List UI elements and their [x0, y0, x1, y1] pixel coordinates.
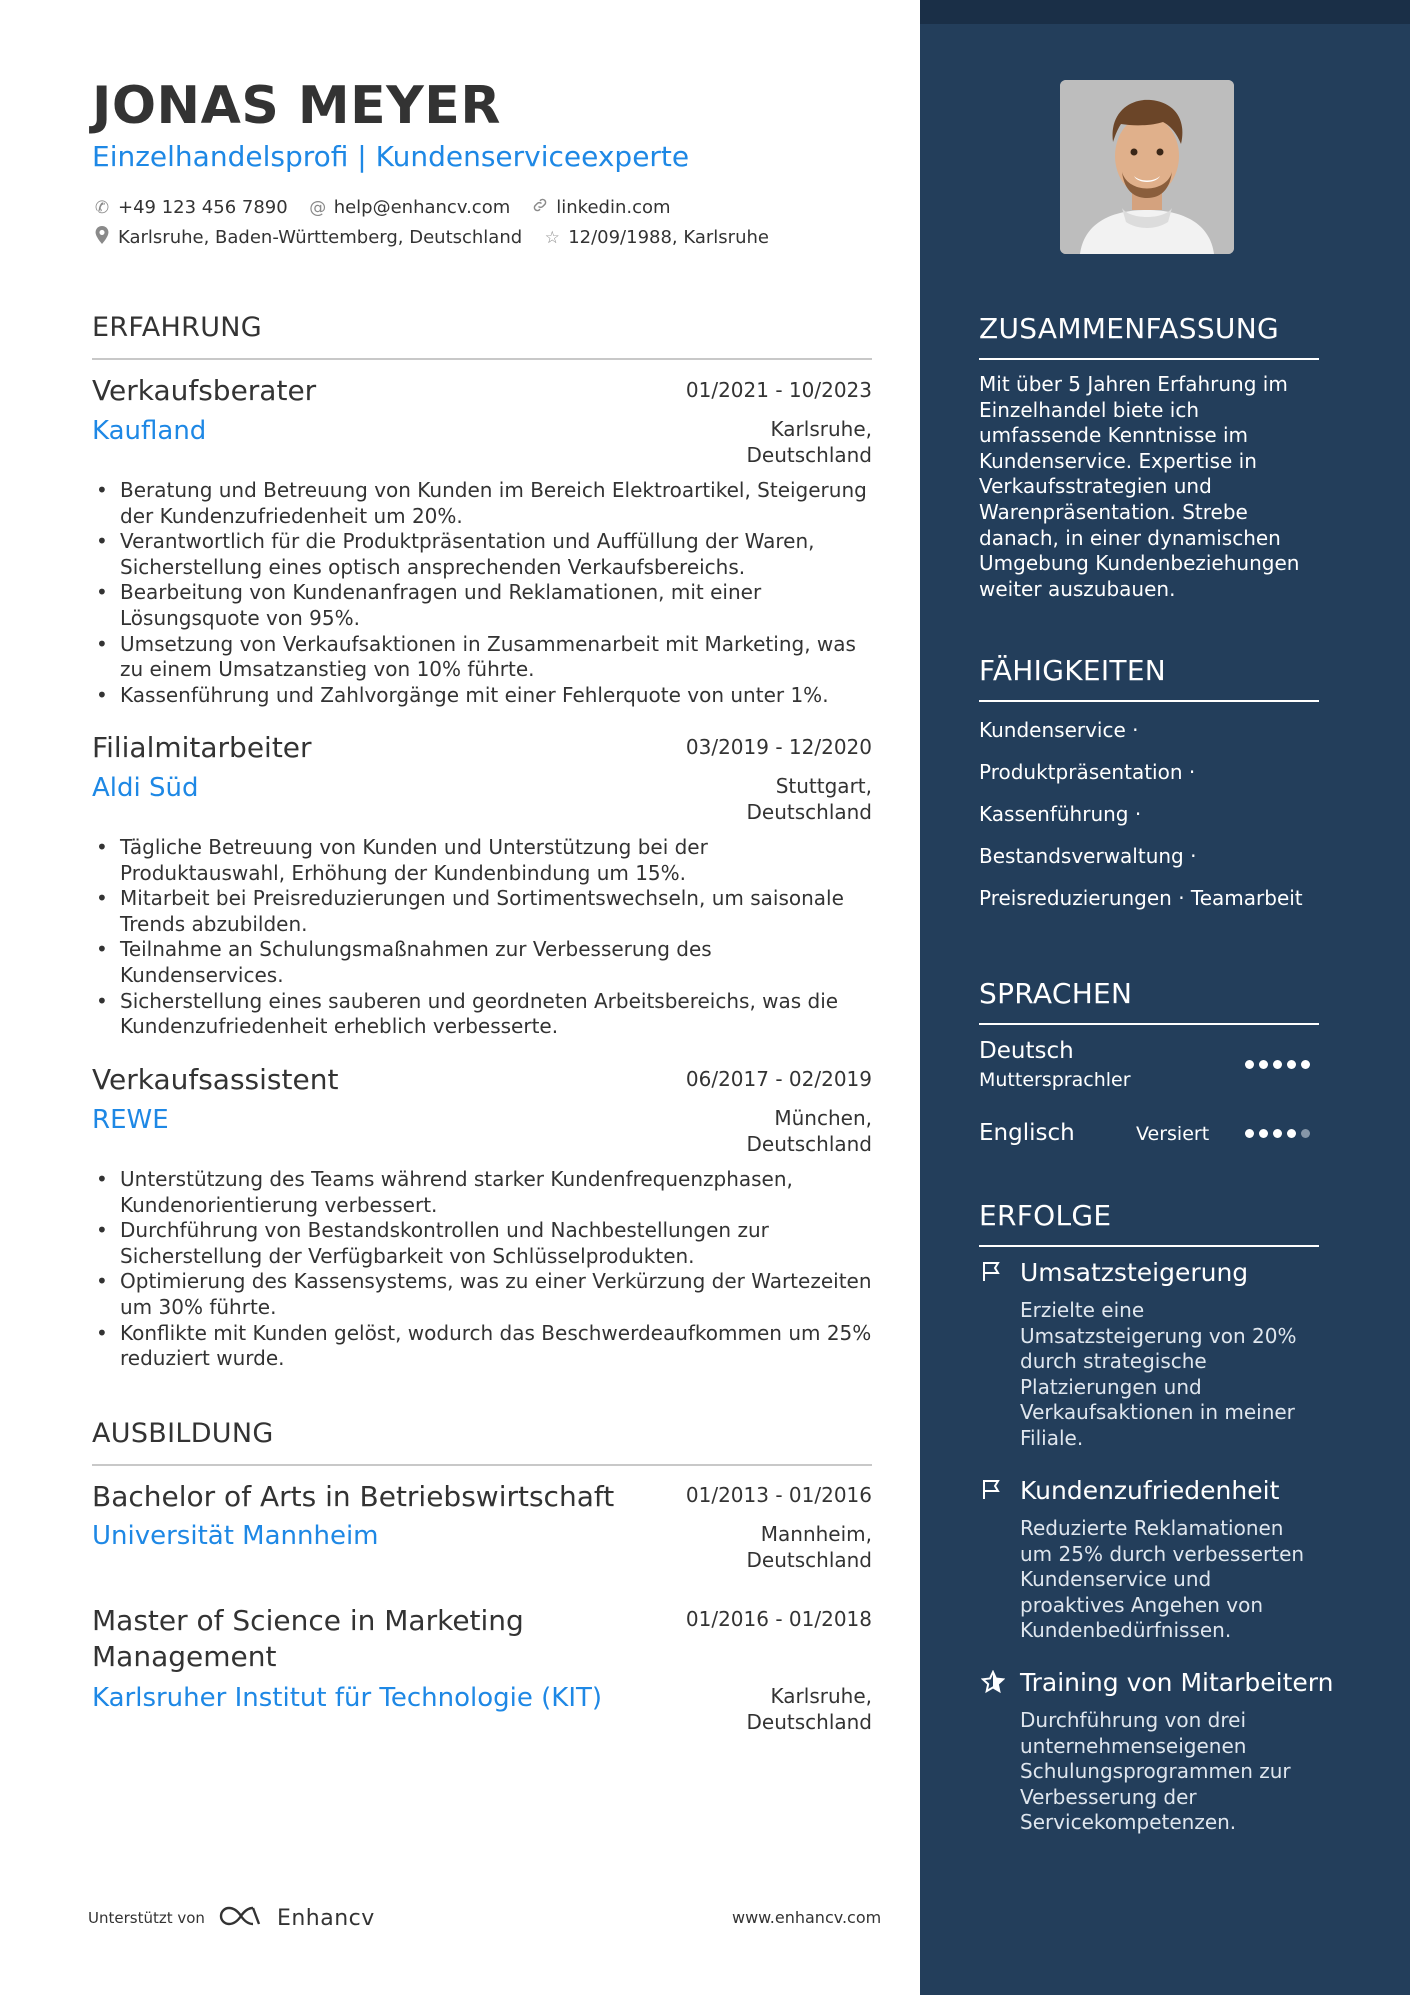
- job-bullets: [92, 835, 872, 1040]
- list-item: • Durchführung von Bestandskontrollen und Nachbestellungen zur Sicherstellung der Verfügbarkeit von Schlüsselprodukten.: [120, 1218, 872, 1269]
- school-name[interactable]: Universität Mannheim: [92, 1521, 379, 1551]
- education-location: [747, 1683, 873, 1735]
- summary-heading: ZUSAMMENFASSUNG: [979, 312, 1279, 345]
- job-entry: [92, 374, 872, 714]
- list-item: • Tägliche Betreuung von Kunden und Unterstützung bei der Produktauswahl, Erhöhung der Kundenbindung um 15%.: [120, 835, 872, 886]
- achievement-text: Durchführung von drei unternehmenseigenen Schulungsprogrammen zur Verbesserung der Servicekompetenzen.: [1020, 1708, 1291, 1835]
- linkedin-text: linkedin.com: [556, 197, 671, 218]
- job-company[interactable]: Aldi Süd: [92, 773, 199, 803]
- section-divider: [92, 1464, 872, 1466]
- phone-text: +49 123 456 7890: [118, 197, 288, 218]
- languages-heading: SPRACHEN: [979, 977, 1133, 1010]
- flag-icon: [979, 1260, 1007, 1288]
- job-bullets: [92, 478, 872, 708]
- powered-by-text: Unterstützt von: [88, 1909, 205, 1927]
- job-company[interactable]: REWE: [92, 1105, 169, 1135]
- education-heading: AUSBILDUNG: [92, 1418, 274, 1449]
- rating-dot: [1273, 1129, 1282, 1138]
- achievements-heading: ERFOLGE: [979, 1199, 1112, 1232]
- rating-dot: [1301, 1129, 1310, 1138]
- job-title: Verkaufsassistent: [92, 1063, 339, 1096]
- education-location: [747, 1521, 873, 1573]
- list-item: • Bearbeitung von Kundenanfragen und Reklamationen, mit einer Lösungsquote von 95%.: [120, 580, 872, 631]
- school-name[interactable]: Karlsruher Institut für Technologie (KIT): [92, 1683, 603, 1713]
- achievement-title: Training von Mitarbeitern: [1020, 1668, 1334, 1697]
- list-item: • Konflikte mit Kunden gelöst, wodurch das Beschwerdeaufkommen um 25% reduziert wurde.: [120, 1321, 872, 1372]
- section-divider: [92, 358, 872, 360]
- list-item: • Teilnahme an Schulungsmaßnahmen zur Verbesserung des Kundenservices.: [120, 937, 872, 988]
- job-title: Filialmitarbeiter: [92, 731, 312, 764]
- rating-dot: [1245, 1060, 1254, 1069]
- degree-title: Bachelor of Arts in Betriebswirtschaft: [92, 1480, 615, 1513]
- job-location: [747, 1105, 873, 1157]
- section-divider: [979, 700, 1319, 702]
- job-country: Deutschland: [746, 1132, 872, 1156]
- sidebar: [920, 0, 1410, 1995]
- rating-dot: [1259, 1129, 1268, 1138]
- footer-powered-by[interactable]: [88, 1904, 375, 1932]
- section-divider: [979, 358, 1319, 360]
- location-pin-icon: [92, 226, 112, 249]
- rating-dot: [1259, 1060, 1268, 1069]
- skill-item: Kundenservice ·: [979, 718, 1139, 742]
- skill-item: Bestandsverwaltung ·: [979, 844, 1197, 868]
- language-level: Muttersprachler: [979, 1069, 1131, 1091]
- contact-row: [92, 226, 769, 249]
- contact-location: [92, 226, 522, 249]
- rating-dot: [1301, 1060, 1310, 1069]
- rating-dot: [1287, 1129, 1296, 1138]
- at-icon: @: [309, 197, 327, 218]
- achievement-text: Erzielte eine Umsatzsteigerung von 20% durch strategische Platzierungen und Verkaufsaktionen in meiner Filiale.: [1020, 1298, 1297, 1450]
- achievement-text: Reduzierte Reklamationen um 25% durch verbesserten Kundenservice und proaktives Angehen von Kundenbedürfnissen.: [1020, 1516, 1305, 1643]
- rating-dot: [1273, 1060, 1282, 1069]
- education-entry: [92, 1603, 872, 1733]
- location-text: Karlsruhe, Baden-Württemberg, Deutschland: [118, 227, 523, 248]
- school-city: Karlsruhe,: [770, 1684, 872, 1708]
- education-dates: 01/2013 - 01/2016: [685, 1483, 872, 1507]
- job-bullets: [92, 1167, 872, 1372]
- job-dates: 01/2021 - 10/2023: [685, 378, 872, 402]
- job-country: Deutschland: [746, 800, 872, 824]
- skill-item: Preisreduzierungen · Teamarbeit: [979, 886, 1303, 910]
- contact-linkedin[interactable]: [530, 196, 670, 219]
- rating-dot: [1245, 1129, 1254, 1138]
- list-item: • Optimierung des Kassensystems, was zu einer Verkürzung der Wartezeiten um 30% führte.: [120, 1269, 872, 1320]
- language-name: Deutsch: [979, 1038, 1074, 1064]
- job-location: [747, 416, 873, 468]
- contact-birth: [542, 226, 769, 249]
- job-dates: 03/2019 - 12/2020: [685, 735, 872, 759]
- job-entry: [92, 731, 872, 1051]
- star-outline-icon: ☆: [544, 227, 560, 248]
- sidebar-top-bar: [920, 0, 1410, 24]
- contact-row: [92, 196, 671, 219]
- language-rating: [1245, 1129, 1310, 1138]
- list-item: • Unterstützung des Teams während starker Kundenfrequenzphasen, Kundenorientierung verbessert.: [120, 1167, 872, 1218]
- contact-phone[interactable]: [92, 196, 288, 219]
- achievement-title: Umsatzsteigerung: [1020, 1258, 1249, 1287]
- language-level: Versiert: [1136, 1123, 1210, 1145]
- profile-photo: [1060, 80, 1234, 254]
- candidate-name: JONAS MEYER: [92, 76, 501, 136]
- phone-icon: ✆: [94, 197, 110, 218]
- degree-title: Master of Science in Marketing Management: [92, 1604, 524, 1673]
- job-city: München,: [774, 1106, 872, 1130]
- section-divider: [979, 1245, 1319, 1247]
- job-location: [747, 773, 873, 825]
- list-item: • Kassenführung und Zahlvorgänge mit einer Fehlerquote von unter 1%.: [120, 683, 872, 709]
- link-icon: [530, 196, 550, 219]
- job-entry: [92, 1063, 872, 1383]
- list-item: • Sicherstellung eines sauberen und geordneten Arbeitsbereichs, was die Kundenzufriedenheit erheblich verbesserte.: [120, 989, 872, 1040]
- job-title: Verkaufsberater: [92, 374, 317, 407]
- education-entry: [92, 1479, 872, 1589]
- school-country: Deutschland: [746, 1548, 872, 1572]
- section-divider: [979, 1023, 1319, 1025]
- job-company[interactable]: Kaufland: [92, 416, 207, 446]
- skill-item: Produktpräsentation ·: [979, 760, 1196, 784]
- list-item: • Beratung und Betreuung von Kunden im Bereich Elektroartikel, Steigerung der Kundenzufriedenheit um 20%.: [120, 478, 872, 529]
- flag-icon: [979, 1478, 1007, 1506]
- job-city: Karlsruhe,: [770, 417, 872, 441]
- list-item: • Verantwortlich für die Produktpräsentation und Auffüllung der Waren, Sicherstellung eines optisch ansprechenden Verkaufsbereichs.: [120, 529, 872, 580]
- school-country: Deutschland: [746, 1710, 872, 1734]
- summary-text: Mit über 5 Jahren Erfahrung im Einzelhandel biete ich umfassende Kenntnisse im Kundenservice. Expertise in Verkaufsstrategien und Warenpräsentation. Strebe danach, in einer dynamischen Umgebung Kundenbeziehungen weiter auszubauen.: [979, 372, 1300, 601]
- achievement-title: Kundenzufriedenheit: [1020, 1476, 1280, 1505]
- birth-text: 12/09/1988, Karlsruhe: [568, 227, 769, 248]
- footer-website[interactable]: www.enhancv.com: [732, 1908, 882, 1927]
- email-text: help@enhancv.com: [333, 197, 511, 218]
- skills-heading: FÄHIGKEITEN: [979, 654, 1167, 687]
- job-city: Stuttgart,: [775, 774, 872, 798]
- job-dates: 06/2017 - 02/2019: [685, 1067, 872, 1091]
- footer-brand: Enhancv: [276, 1905, 375, 1931]
- rating-dot: [1287, 1060, 1296, 1069]
- experience-heading: ERFAHRUNG: [92, 312, 262, 343]
- list-item: • Umsetzung von Verkaufsaktionen in Zusammenarbeit mit Marketing, was zu einem Umsatzanstieg von 10% führte.: [120, 632, 872, 683]
- candidate-tagline: Einzelhandelsprofi | Kundenserviceexperte: [92, 140, 690, 173]
- education-dates: 01/2016 - 01/2018: [685, 1607, 872, 1631]
- language-rating: [1245, 1060, 1310, 1069]
- language-name: Englisch: [979, 1120, 1075, 1146]
- contact-email[interactable]: [308, 196, 511, 219]
- list-item: • Mitarbeit bei Preisreduzierungen und Sortimentswechseln, um saisonale Trends abzubilden.: [120, 886, 872, 937]
- skill-item: Kassenführung ·: [979, 802, 1142, 826]
- enhancv-logo-icon: [217, 1904, 265, 1932]
- star-icon: [979, 1670, 1007, 1700]
- job-country: Deutschland: [746, 443, 872, 467]
- school-city: Mannheim,: [760, 1522, 872, 1546]
